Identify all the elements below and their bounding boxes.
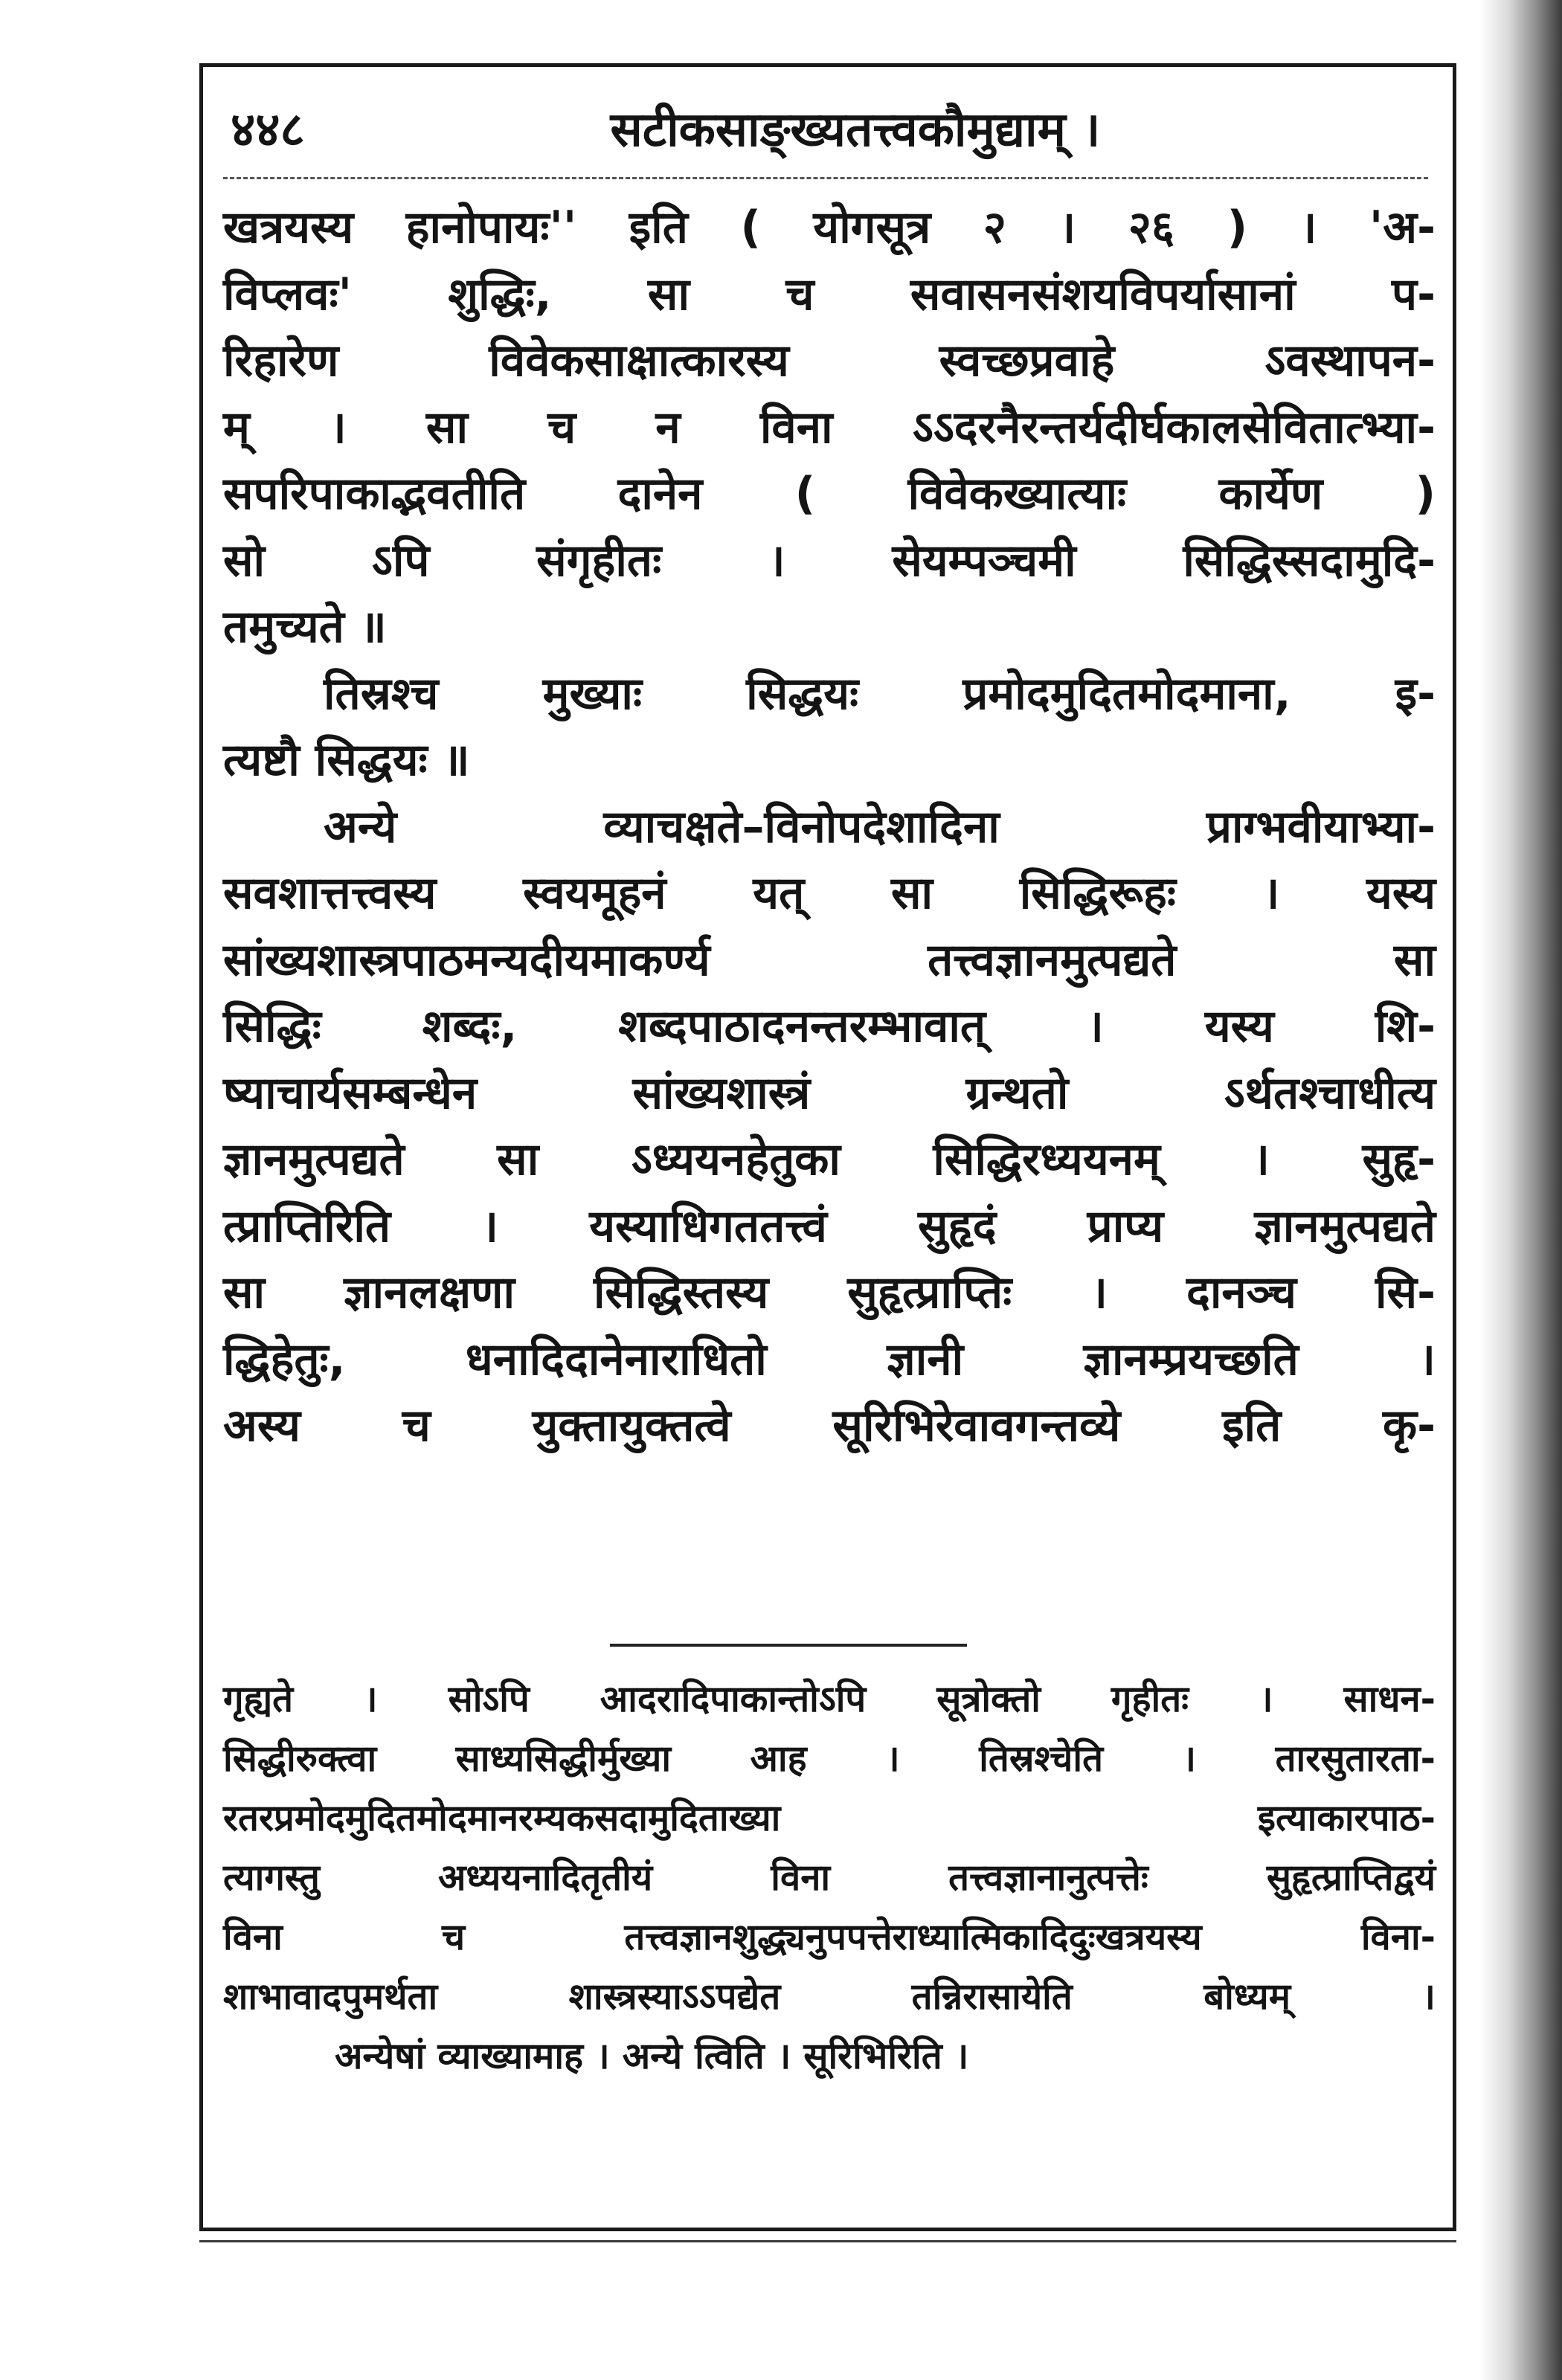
text-line: त्प्राप्तिरिति । यस्याधिगततत्त्वं सुहृदं प्राप्य ज्ञानमुत्पद्यते <box>223 1200 1436 1252</box>
main-text-block <box>223 195 1436 1460</box>
text-line: तमुच्यते ॥ <box>223 601 387 653</box>
page-spine-shadow <box>1480 0 1562 2380</box>
commentary-line: गृह्यते । सोऽपि आदरादिपाकान्तोऽपि सूत्रोक्तो गृहीतः । साधन- <box>223 1678 1436 1720</box>
text-line: अन्ये व्याचक्षते–विनोपदेशादिना प्राग्भवीयाभ्या- <box>324 800 1436 853</box>
page-number: ४४८ <box>231 103 305 158</box>
commentary-line: शाभावादपुमर्थता शास्त्रस्याऽऽपद्येत तन्निरासायेति बोध्यम् । <box>223 1975 1436 2018</box>
commentary-line: सिद्धीरुक्त्वा साध्यसिद्धीर्मुख्या आह । तिस्रश्चेति । तारसुतारता- <box>223 1737 1436 1780</box>
text-line: सवशात्तत्त्वस्य स्वयमूहनं यत् सा सिद्धिरूहः । यस्य <box>223 867 1436 919</box>
text-line: विप्लवः' शुद्धिः, सा च सवासनसंशयविपर्यासानां प- <box>223 268 1436 321</box>
commentary-block <box>223 1670 1436 2086</box>
commentary-line: अन्येषां व्याख्यामाह । अन्ये त्विति । सूरिभिरिति । <box>335 2035 969 2077</box>
text-line: रिहारेण विवेकसाक्षात्कारस्य स्वच्छप्रवाहे ऽवस्थापन- <box>223 335 1436 387</box>
text-line: तिस्रश्च मुख्याः सिद्धयः प्रमोदमुदितमोदमाना, इ- <box>324 667 1436 720</box>
header-rule <box>223 177 1428 179</box>
commentary-line: विना च तत्त्वज्ञानशुद्ध्यनुपपत्तेराध्यात्मिकादिदुःखत्रयस्य विना- <box>223 1916 1436 1958</box>
text-line: अस्य च युक्तायुक्तत्वे सूरिभिरेवावगन्तव्ये इति कृ- <box>223 1400 1436 1452</box>
text-line: ष्याचार्यसम्बन्धेन सांख्यशास्त्रं ग्रन्थतो ऽर्थतश्चाधीत्य <box>223 1067 1436 1119</box>
text-line: म् । सा च न विना ऽऽदरनैरन्तर्यदीर्घकालसेवितात्भ्या- <box>223 401 1436 454</box>
commentary-line: त्यागस्तु अध्ययनादितृतीयं विना तत्त्वज्ञानानुत्पत्तेः सुहृत्प्राप्तिद्वयं <box>223 1856 1436 1899</box>
text-line: सो ऽपि संगृहीतः । सेयम्पञ्चमी सिद्धिस्सदामुदि- <box>223 534 1436 587</box>
text-line: सा ज्ञानलक्षणा सिद्धिस्तस्य सुहृत्प्राप्तिः । दानञ्च सि- <box>223 1267 1436 1319</box>
text-line: सांख्यशास्त्रपाठमन्यदीयमाकर्ण्य तत्त्वज्ञानमुत्पद्यते सा <box>223 933 1436 986</box>
text-line: खत्रयस्य हानोपायः'' इति ( योगसूत्र २ । २६ ) । 'अ- <box>223 202 1436 254</box>
page-border-bottom-rule <box>199 2240 1456 2242</box>
text-line: त्यष्टौ सिद्धयः ॥ <box>223 734 470 786</box>
running-title: सटीकसाङ्ख्यतत्त्वकौमुद्याम् । <box>610 103 1101 158</box>
page-header <box>223 89 1428 171</box>
text-line: सपरिपाकाद्भवतीति दानेन ( विवेकख्यात्याः कार्येण ) <box>223 468 1436 520</box>
text-line: द्धिहेतुः, धनादिदानेनाराधितो ज्ञानी ज्ञानम्प्रयच्छति । <box>223 1333 1436 1386</box>
commentary-line: रतरप्रमोदमुदितमोदमानरम्यकसदामुदिताख्या इत्याकारपाठ- <box>223 1797 1436 1839</box>
footnote-separator-rule <box>610 1644 967 1647</box>
text-line: ज्ञानमुत्पद्यते सा ऽध्ययनहेतुका सिद्धिरध्ययनम् । सुहृ- <box>223 1133 1436 1186</box>
text-line: सिद्धिः शब्दः, शब्दपाठादनन्तरम्भावात् । यस्य शि- <box>223 1000 1436 1052</box>
